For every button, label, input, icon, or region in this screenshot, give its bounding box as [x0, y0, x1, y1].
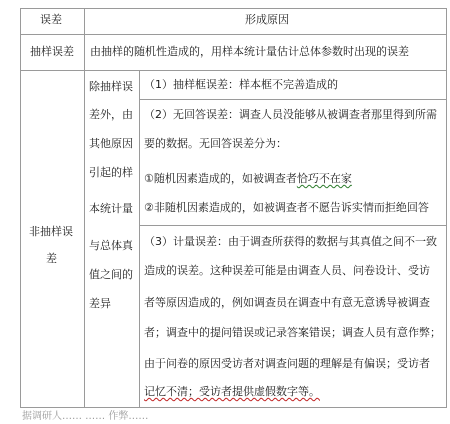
measurement-error-line4: 者；调查中的提问错误或记录答案错误；调查人员有意作弊；: [144, 326, 441, 339]
nonsampling-definition-7: 值之间的: [89, 268, 133, 281]
frame-error-text: （1）抽样框误差：样本框不完善造成的: [144, 78, 338, 91]
nonsampling-definition-6: 与总体真: [89, 239, 133, 252]
measurement-error-line1: （3）计量误差：由于调查所获得的数据与其真值之间不一致: [144, 235, 437, 248]
sampling-error-label: 抽样误差: [30, 45, 74, 58]
nonsampling-label-line2: 差: [46, 252, 57, 265]
measurement-error-line6: [144, 385, 320, 399]
nonresponse-random-case: [144, 172, 352, 186]
measurement-error-line2: 造成的误差。这种误差可能是由调查人员、问卷设计、受访: [144, 264, 430, 277]
nonsampling-definition-4: 引起的样: [89, 166, 133, 179]
measurement-error-last-line: 记忆不清；受访者提供虚假数字等。: [144, 385, 320, 398]
header-col-cause: 形成原因: [245, 13, 289, 26]
nonsampling-definition-5: 本统计量: [89, 202, 133, 215]
nonsampling-definition-2: 差外，由: [89, 108, 133, 121]
nonsampling-definition-1: 除抽样误: [89, 80, 133, 93]
measurement-error-line3: 者等原因造成的，例如调查员在调查中有意无意诱导被调查: [144, 296, 430, 309]
nonresponse-nonrandom-case: ②非随机因素造成的，如被调查者不愿告诉实情而拒绝回答: [144, 201, 429, 214]
nonsampling-definition-3: 其他原因: [89, 137, 133, 150]
measurement-error-line5: 由于问卷的原因受访者对调查问题的理解是有偏误；受访者: [144, 357, 430, 370]
nonsampling-label-line1: 非抽样误: [29, 225, 73, 238]
nonresponse-random-example: 恰巧不在家: [296, 172, 352, 185]
header-col-error: 误差: [40, 13, 62, 26]
footer-fragment: 据调研人…… …… 作弊……: [22, 411, 149, 422]
nonresponse-error-line1: （2）无回答误差：调查人员没能够从被调查者那里得到所需: [144, 108, 437, 121]
nonresponse-random-prefix: ①随机因素造成的，如被调查者: [144, 172, 297, 185]
sampling-error-text: 由抽样的随机性造成的，用样本统计量估计总体参数时出现的误差: [90, 45, 409, 58]
nonresponse-error-line2: 要的数据。无回答误差分为：: [144, 137, 287, 150]
nonsampling-definition-8: 差异: [89, 297, 111, 310]
